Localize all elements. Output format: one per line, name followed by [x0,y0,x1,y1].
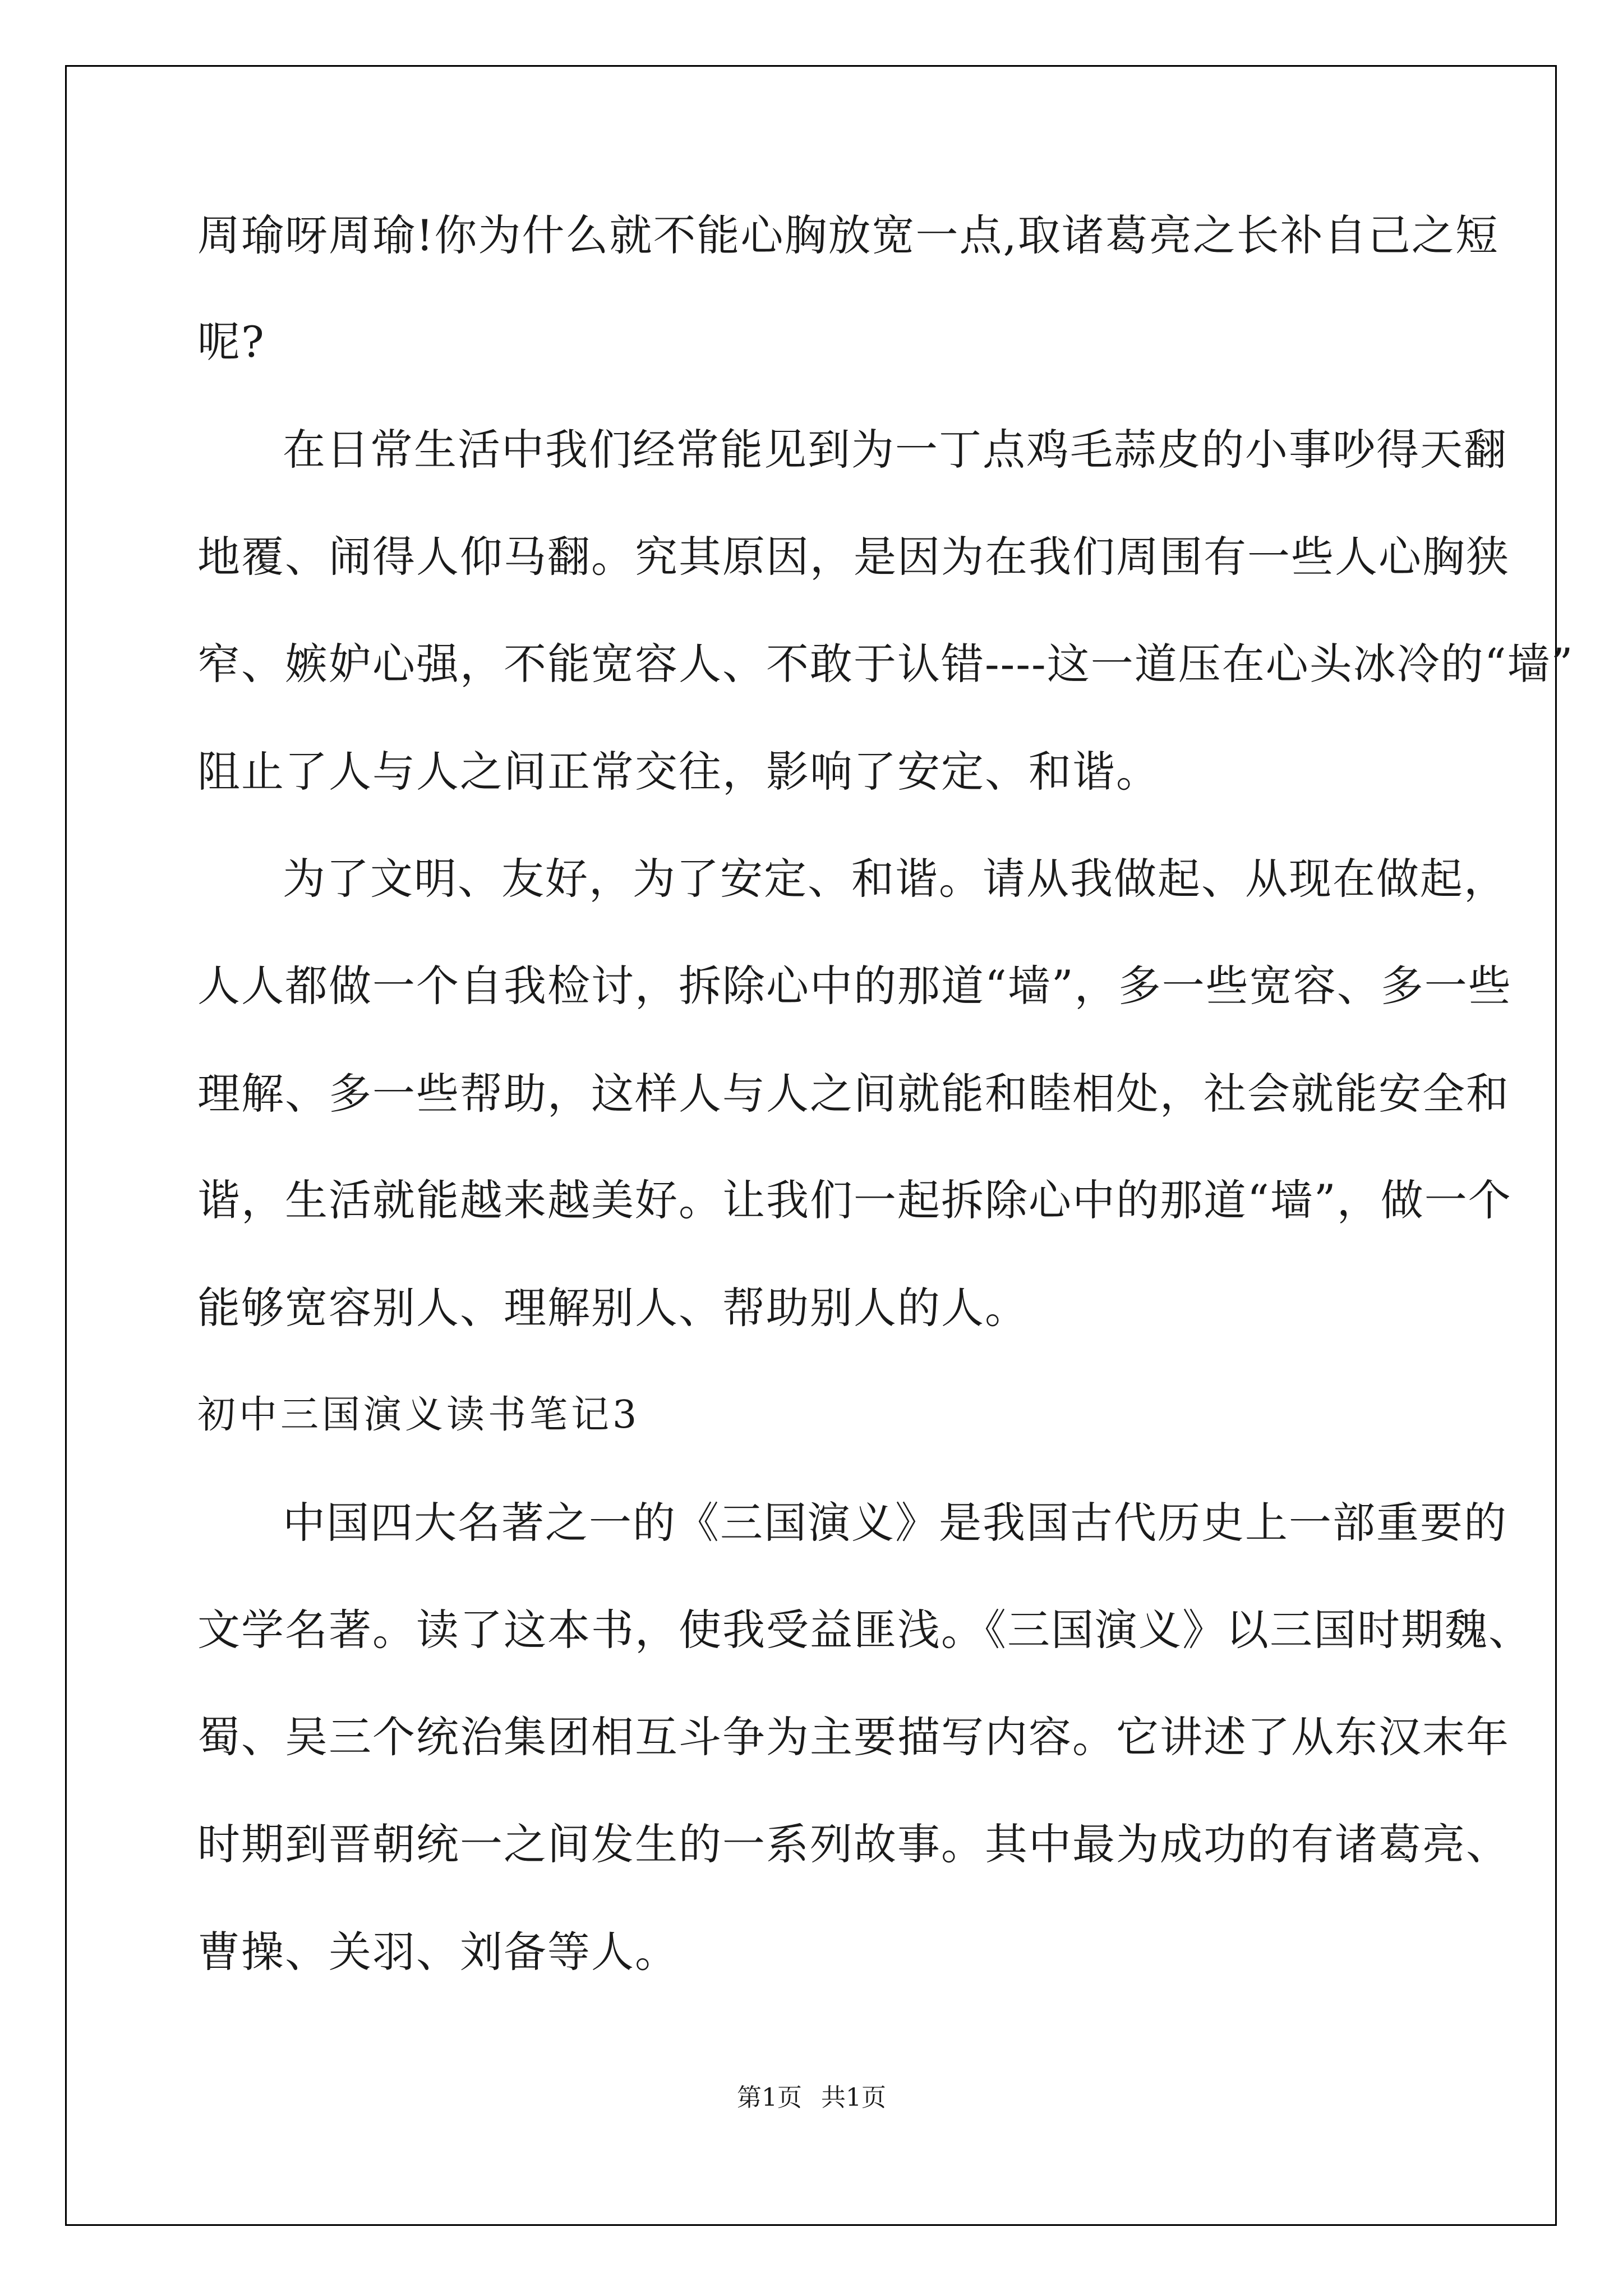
paragraph-3-line-2: 人人都做一个自我检讨，拆除心中的那道“墙”，多一些宽容、多一些 [197,961,1512,1011]
paragraph-4-line-4: 时期到晋朝统一之间发生的一系列故事。其中最为成功的有诸葛亮、 [197,1819,1510,1869]
page-border [65,65,1557,2226]
paragraph-4-line-5: 曹操、关羽、刘备等人。 [197,1927,679,1977]
paragraph-2-line-3: 窄、嫉妒心强，不能宽容人、不敢于认错----这一道压在心头冰冷的“墙” [197,639,1574,689]
paragraph-2-line-1: 在日常生活中我们经常能见到为一丁点鸡毛蒜皮的小事吵得天翻 [283,425,1507,475]
paragraph-4-line-1: 中国四大名著之一的《三国演义》是我国古代历史上一部重要的 [283,1498,1507,1548]
paragraph-4-line-3: 蜀、吴三个统治集团相互斗争为主要描写内容。它讲述了从东汉末年 [197,1712,1510,1762]
paragraph-2-line-2: 地覆、闹得人仰马翻。究其原因，是因为在我们周围有一些人心胸狭 [197,532,1510,582]
paragraph-2-line-4: 阻止了人与人之间正常交往，影响了安定、和谐。 [197,747,1160,797]
page-number-total: 共1页 [821,2083,886,2112]
paragraph-3-line-5: 能够宽容别人、理解别人、帮助别人的人。 [197,1283,1029,1333]
paragraph-1-line-1: 周瑜呀周瑜!你为什么就不能心胸放宽一点,取诸葛亮之长补自己之短 [197,210,1499,260]
section-heading: 初中三国演义读书笔记3 [197,1393,640,1437]
page-number-current: 第1页 [737,2083,802,2112]
page-footer [0,2082,1623,2114]
paragraph-1-line-2: 呢? [197,317,265,367]
paragraph-3-line-1: 为了文明、友好，为了安定、和谐。请从我做起、从现在做起， [283,854,1507,904]
paragraph-3-line-3: 理解、多一些帮助，这样人与人之间就能和睦相处，社会就能安全和 [197,1069,1510,1119]
paragraph-3-line-4: 谐，生活就能越来越美好。让我们一起拆除心中的那道“墙”，做一个 [197,1175,1512,1225]
paragraph-4-line-2: 文学名著。读了这本书，使我受益匪浅。《三国演义》以三国时期魏、 [197,1605,1532,1655]
